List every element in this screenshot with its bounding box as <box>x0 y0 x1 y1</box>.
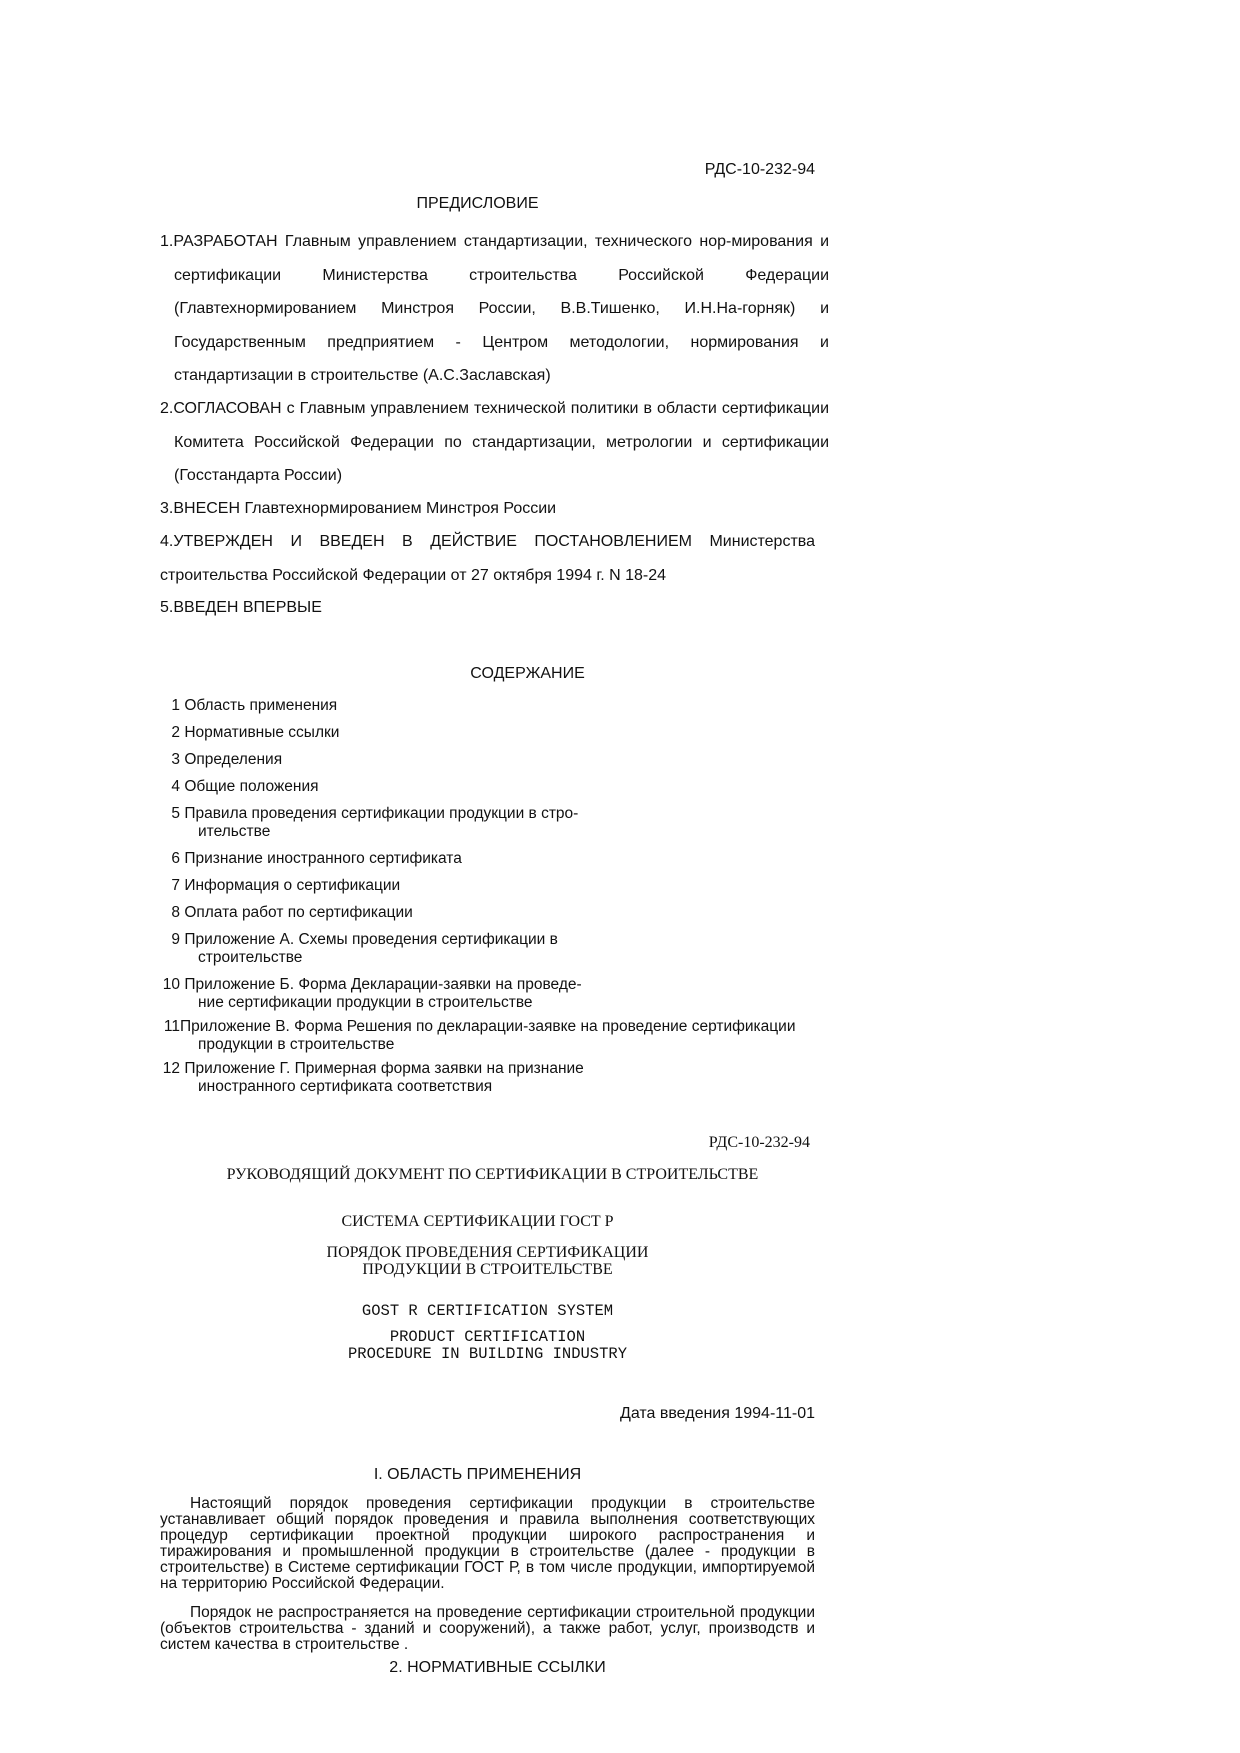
toc-item-label: Нормативные ссылки <box>184 724 340 741</box>
foreword-item-4: 4.УТВЕРЖДЕН И ВВЕДЕН В ДЕЙСТВИЕ ПОСТАНОВЛЕНИЕМ Министерства строительства Российской Федерации от 27 октября 1994 г. N 18-24 <box>160 533 815 584</box>
toc-item <box>160 778 820 796</box>
toc-item-number: 11 <box>163 1018 180 1035</box>
foreword-item-3: 3.ВНЕСЕН Главтехнормированием Минстроя России <box>160 500 557 517</box>
foreword-item-2: 2.СОГЛАСОВАН с Главным управлением технической политики в области сертификации Комитета Российской Федерации по стандартизации, метрологии и сертификации (Госстандарта России) <box>160 400 829 484</box>
english-procedure-title-line-1: PRODUCT CERTIFICATION <box>389 1328 586 1346</box>
toc-item-label-continued: иностранного сертификата соответствия <box>198 1078 493 1095</box>
toc-item-label: Определения <box>184 751 283 768</box>
toc-item <box>160 751 820 769</box>
toc-item-number: 5 <box>171 805 180 822</box>
toc-item <box>160 697 820 715</box>
toc-item <box>160 1018 820 1054</box>
toc-item-number: 9 <box>171 931 180 948</box>
toc-item-number: 4 <box>171 778 180 795</box>
english-procedure-title-line-2: PROCEDURE IN BUILDING INDUSTRY <box>347 1345 628 1363</box>
toc-item-label: Приложение Г. Примерная форма заявки на признание <box>184 1060 584 1077</box>
toc-item-number: 1 <box>171 697 180 714</box>
toc-item-number: 6 <box>171 850 180 867</box>
toc-title: СОДЕРЖАНИЕ <box>470 665 585 682</box>
toc-item <box>160 904 820 922</box>
toc-item-label: Признание иностранного сертификата <box>184 850 462 867</box>
toc-item-label: Информация о сертификации <box>184 877 401 894</box>
toc-item-number: 8 <box>171 904 180 921</box>
toc-item <box>160 931 820 967</box>
document-code-secondary: РДС-10-232-94 <box>708 1134 810 1151</box>
foreword-title: ПРЕДИСЛОВИЕ <box>416 195 539 212</box>
toc-item-label-continued: ние сертификации продукции в строительстве <box>198 994 533 1011</box>
system-title: СИСТЕМА СЕРТИФИКАЦИИ ГОСТ Р <box>341 1213 614 1230</box>
toc-item-label: Оплата работ по сертификации <box>184 904 413 921</box>
toc-item-label: Общие положения <box>184 778 319 795</box>
toc-item-label-continued: ительстве <box>198 823 271 840</box>
procedure-title-line-1: ПОРЯДОК ПРОВЕДЕНИЯ СЕРТИФИКАЦИИ <box>326 1244 649 1261</box>
section-1-paragraph-2: Порядок не распространяется на проведение сертификации строительной продукции (объектов строительства - зданий и сооружений), а также работ, услуг, производств и систем качества в строительстве . <box>160 1604 815 1653</box>
toc-item-number: 12 <box>162 1060 180 1077</box>
toc-item <box>160 877 820 895</box>
section-1-paragraph-1: Настоящий порядок проведения сертификации продукции в строительстве устанавливает общий порядок проведения и правила выполнения соответствующих процедур сертификации проектной продукции широкого распространения и тиражирования и промышленной продукции в строительстве (далее - продукции в строительстве) в Системе сертификации ГОСТ Р, в том числе продукции, импортируемой на территорию Российской Федерации. <box>160 1495 815 1592</box>
toc-item-number: 3 <box>171 751 180 768</box>
toc-item-number: 2 <box>171 724 180 741</box>
procedure-title <box>160 1244 815 1278</box>
toc-item <box>160 724 820 742</box>
document-code: РДС-10-232-94 <box>704 161 815 178</box>
foreword-item-1: 1.РАЗРАБОТАН Главным управлением стандартизации, технического нор-мирования и сертификации Министерства строительства Российской Федерации (Главтехнормированием Минстроя России, В.В.Тишенко, И.Н.На-горняк) и Государственным предприятием - Центром методологии, нормирования и стандартизации в строительстве (А.С.Заславская) <box>160 233 829 384</box>
english-procedure-title <box>160 1329 815 1363</box>
english-system-title: GOST R CERTIFICATION SYSTEM <box>361 1302 614 1320</box>
procedure-title-line-2: ПРОДУКЦИИ В СТРОИТЕЛЬСТВЕ <box>362 1261 613 1278</box>
foreword-item-5: 5.ВВЕДЕН ВПЕРВЫЕ <box>160 599 322 616</box>
toc-item <box>160 850 820 868</box>
toc-item <box>160 805 820 841</box>
section-2-title: 2. НОРМАТИВНЫЕ ССЫЛКИ <box>389 1659 606 1676</box>
section-1-title: I. ОБЛАСТЬ ПРИМЕНЕНИЯ <box>373 1466 582 1483</box>
toc-item-label: Приложение А. Схемы проведения сертификации в <box>184 931 558 948</box>
toc-item-number: 7 <box>171 877 180 894</box>
toc-item-number: 10 <box>162 976 180 993</box>
toc-item-label: Правила проведения сертификации продукции в стро- <box>184 805 579 822</box>
toc-item-label: Приложение Б. Форма Декларации-заявки на проведе- <box>184 976 582 993</box>
toc-item <box>160 976 820 1012</box>
toc-item-label: Приложение В. Форма Решения по декларации-заявке на проведение сертификации <box>180 1018 796 1035</box>
introduction-date: Дата введения 1994-11-01 <box>619 1405 815 1422</box>
guidance-document-title: РУКОВОДЯЩИЙ ДОКУМЕНТ ПО СЕРТИФИКАЦИИ В СТРОИТЕЛЬСТВЕ <box>226 1166 759 1183</box>
toc-item-label-continued: продукции в строительстве <box>198 1036 395 1053</box>
toc-item-label: Область применения <box>184 697 338 714</box>
toc-item <box>160 1060 820 1096</box>
toc-item-label-continued: строительстве <box>198 949 303 966</box>
